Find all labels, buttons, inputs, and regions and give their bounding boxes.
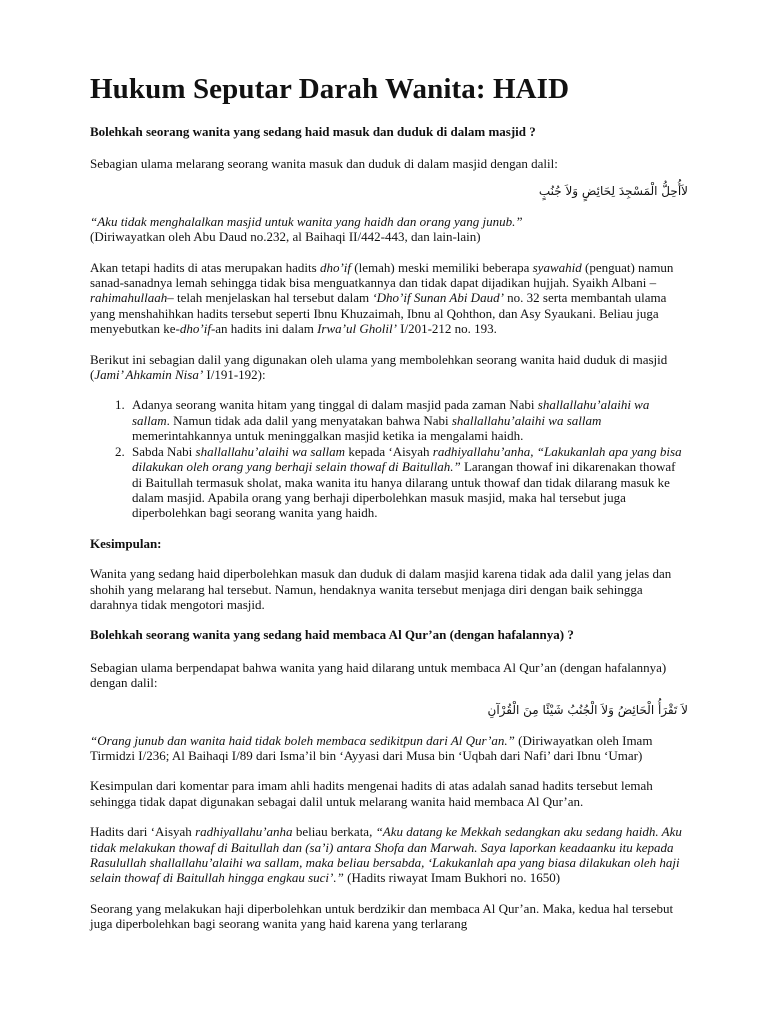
text-span: I/201-212 no. 193. [396,321,497,337]
hadith-translation-1 [90,214,688,245]
text-span: -an hadits ini dalam [210,321,318,337]
paragraph-intro-quran: Sebagian ulama berpendapat bahwa wanita yang haid dilarang untuk membaca Al Qur’an (dengan hafalannya) dengan dalil: [90,659,667,691]
hadith-reference-1: (Diriwayatkan oleh Abu Daud no.232, al Baihaqi II/442-443, dan lain-lain) [90,229,481,245]
paragraph-conclusion-masjid: Wanita yang sedang haid diperbolehkan masuk dan duduk di dalam masjid karena tidak ada dalil yang jelas dan shohih yang melarang hal tersebut. Namun, hendaknya wanita tersebut menjaga diri dengan baik sehingga darahnya tidak mengotori masjid. [90,566,672,612]
text-span: , [530,443,537,459]
italic-term: shallallahu’alaihi wa sallam [195,443,346,459]
italic-term: Irwa’ul Gholil’ [317,321,397,337]
text-span: (Hadits riwayat Imam Bukhori no. 1650) [343,870,561,886]
text-span: kepada ‘Aisyah [345,443,433,459]
hadith-quote-1: “Aku tidak menghalalkan masjid untuk wanita yang haidh dan orang yang junub.” [90,213,523,229]
italic-term: syawahid [532,259,582,275]
paragraph-aisyah-hadith [90,824,688,886]
text-span: Larangan thowaf ini dikarenakan thowaf di Baitullah termasuk sholat, maka wanita itu hanya dilarang untuk thowaf dan tidak dilarang masuk ke dalam masjid. Apabila orang yang berhaji diperbolehkan masuk masjid, maka hal tersebut juga diperbolehkan bagi seorang wanita yang haidh. [132,459,676,521]
paragraph-dhoif-explanation [90,260,688,337]
italic-term: Jami’ Ahkamin Nisa’ [94,367,204,383]
paragraph-haji-dzikir: Seorang yang melakukan haji diperbolehkan untuk berdzikir dan membaca Al Qur’an. Maka, kedua hal tersebut juga diperbolehkan bagi seorang wanita yang haid karena yang terlarang [90,900,674,932]
text-span: Sabda Nabi [132,443,196,459]
italic-term: radhiyallahu’anha [195,824,293,840]
text-span: no. 32 serta membantah ulama yang menshahihkan hadits tersebut seperti Ibnu Khuzaimah, Ibnu al Qohthon, dan Asy Syaukani. Beliau juga menyebutkan ke- [90,290,667,337]
text-span: I/191-192): [203,367,266,383]
hadith-translation-2 [90,733,688,764]
text-span: Hadits dari ‘Aisyah [90,824,196,840]
text-span: memerintahkannya untuk meninggalkan masjid ketika ia mengalami haidh. [132,428,524,444]
italic-term: rahimahullaah [90,290,168,306]
text-span: Berikut ini sebagian dalil yang digunakan oleh ulama yang membolehkan seorang wanita haid duduk di masjid ( [90,351,668,383]
text-span: (lemah) meski memiliki beberapa [351,259,533,275]
paragraph-intro-masjid: Sebagian ulama melarang seorang wanita masuk dan duduk di dalam masjid dengan dalil: [90,156,558,172]
italic-quote: “Aku datang ke Mekkah sedangkan aku sedang haidh. Aku tidak melakukan thowaf di Baitullah dan (sa’i) antara Shofa dan Marwah. Saya laporkan keadaanku itu kepada Rasulullah shallallahu’alaihi wa sallam, maka beliau bersabda, ‘Lakukanlah apa yang biasa dilakukan oleh haji selain thowaf di Baitullah hingga engkau suci’.” [90,824,682,886]
arabic-hadith-2: لاَ تَقْرَأُ الْحَائِضُ وَلاَ الْجُنُبُ شَيْئًا مِنَ الْقُرْآنِ [487,702,688,717]
text-span: Adanya seorang wanita hitam yang tinggal di dalam masjid pada zaman Nabi [132,397,538,413]
italic-term: shallallahu’alaihi wa sallam [132,397,650,428]
text-span: Akan tetapi hadits di atas merupakan hadits [90,259,320,275]
list-item [128,397,688,443]
italic-term: “Lakukanlah apa yang bisa dilakukan oleh orang yang berhaji selain thowaf di Baitullah.” [132,443,682,475]
italic-term: ‘Dho’if Sunan Abi Daud’ [372,290,504,306]
question-heading-2: Bolehkah seorang wanita yang sedang haid membaca Al Qur’an (dengan hafalannya) ? [90,627,574,643]
arabic-hadith-1: لاَأُحِلُّ الْمَسْجِدَ لِحَائِضٍ وَلاَ جُنُبٍ [538,183,688,198]
text-span: . Namun tidak ada dalil yang menyatakan bahwa Nabi [166,412,452,428]
hadith-reference-2: (Diriwayatkan oleh Imam Tirmidzi I/236; Al Baihaqi I/89 dari Isma’il bin ‘Ayyasi dari Musa bin ‘Uqbah dari Nafi’ dari Ibnu ‘Umar) [90,732,653,763]
page-title: Hukum Seputar Darah Wanita: HAID [90,73,570,105]
text-span: – telah menjelaskan hal tersebut dalam [167,290,373,306]
paragraph-dalil-intro [90,352,688,383]
italic-term: dho’if [179,321,211,337]
text-span: beliau berkata, [292,824,376,840]
italic-term: radhiyallahu’anha [432,443,531,459]
hadith-quote-2: “Orang junub dan wanita haid tidak boleh membaca sedikitpun dari Al Qur’an.” [90,732,515,748]
conclusion-heading: Kesimpulan: [90,535,162,551]
text-span: (penguat) namun sanad-sanadnya lemah sehingga tidak bisa menguatkannya dan tidak dapat dijadikan hujjah. Syaikh Albani – [90,259,674,291]
document-page [90,72,688,947]
paragraph-conclusion-sanad: Kesimpulan dari komentar para imam ahli hadits mengenai hadits di atas adalah sanad hadits tersebut lemah sehingga tidak dapat digunakan sebagai dalil untuk melarang wanita haid membaca Al Qur’an. [90,778,653,809]
question-heading-1: Bolehkah seorang wanita yang sedang haid masuk dan duduk di dalam masjid ? [90,124,536,139]
italic-term: shallallahu’alaihi wa sallam [451,412,602,428]
italic-term: dho’if [319,259,352,275]
dalil-list [90,397,688,520]
list-item [128,444,688,521]
